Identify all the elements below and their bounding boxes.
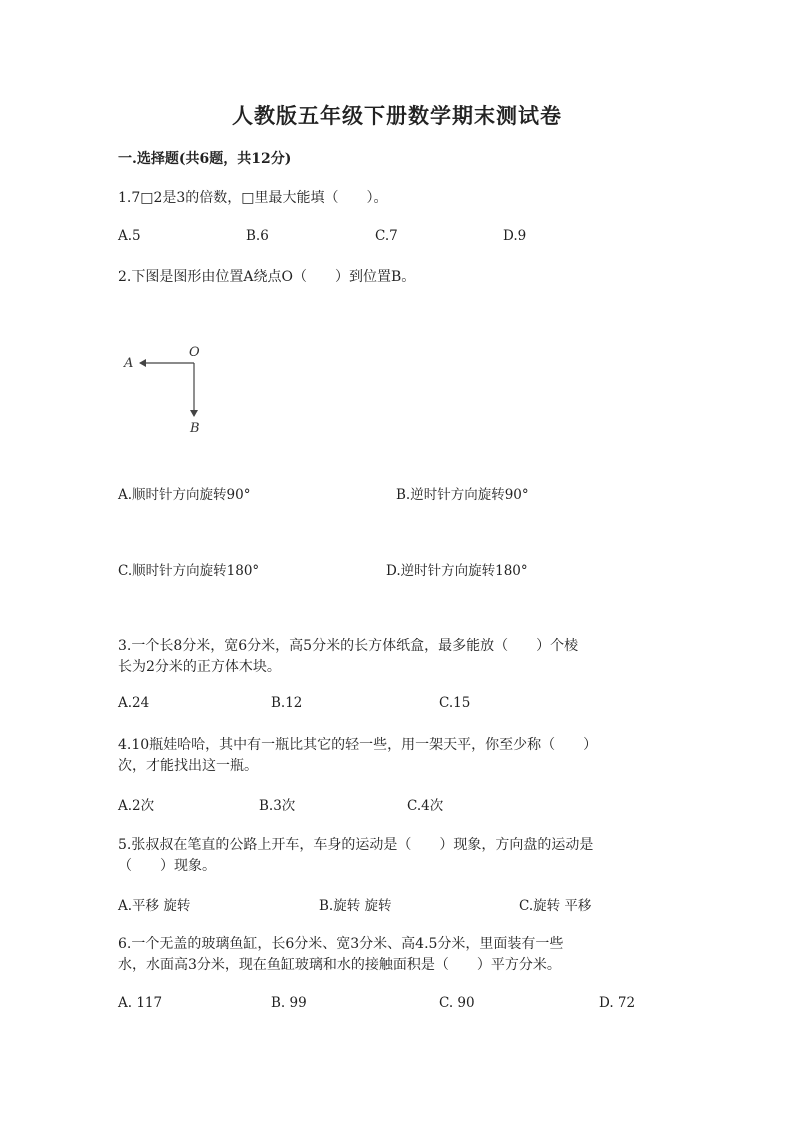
question-2-option-d: D.逆时针方向旋转180° (386, 563, 528, 579)
question-3-option-a: A.24 (118, 695, 150, 711)
label-b: B (190, 421, 200, 436)
question-4-line-1: 4.10瓶娃哈哈，其中有一瓶比其它的轻一些，用一架天平，你至少称（ ） (118, 737, 598, 753)
question-1-option-d: D.9 (503, 228, 527, 244)
question-3-line-1: 3.一个长8分米，宽6分米，高5分米的长方体纸盒，最多能放（ ）个棱 (118, 638, 579, 654)
rotation-figure (118, 338, 218, 438)
page-title: 人教版五年级下册数学期末测试卷 (232, 103, 562, 128)
question-1-text: 1.7□2是3的倍数，□里最大能填（ ）。 (118, 190, 388, 206)
question-6-option-a: A. 117 (118, 995, 163, 1011)
question-6-line-1: 6.一个无盖的玻璃鱼缸，长6分米、宽3分米、高4.5分米，里面装有一些 (118, 936, 564, 952)
question-5-option-c: C.旋转 平移 (519, 898, 592, 914)
question-4-option-c: C.4次 (407, 798, 444, 814)
question-2-option-c: C.顺时针方向旋转180° (118, 563, 260, 579)
question-2-option-a: A.顺时针方向旋转90° (118, 487, 251, 503)
question-1-option-a: A.5 (118, 228, 141, 244)
section-heading: 一.选择题(共6题，共12分) (118, 151, 292, 167)
question-1-option-c: C.7 (375, 228, 398, 244)
question-6-line-2: 水，水面高3分米，现在鱼缸玻璃和水的接触面积是（ ）平方分米。 (118, 957, 561, 973)
question-3-option-b: B.12 (271, 695, 303, 711)
question-2-option-b: B.逆时针方向旋转90° (396, 487, 529, 503)
question-6-option-d: D. 72 (599, 995, 636, 1011)
question-2-text: 2.下图是图形由位置A绕点O（ ）到位置B。 (118, 269, 416, 285)
question-5-option-a: A.平移 旋转 (118, 898, 191, 914)
question-1-option-b: B.6 (246, 228, 269, 244)
question-5-line-2: （ ）现象。 (118, 858, 216, 874)
question-4-line-2: 次，才能找出这一瓶。 (118, 758, 258, 774)
question-6-option-c: C. 90 (439, 995, 475, 1011)
question-4-option-a: A.2次 (118, 798, 155, 814)
question-3-line-2: 长为2分米的正方体木块。 (118, 659, 281, 675)
question-5-line-1: 5.张叔叔在笔直的公路上开车，车身的运动是（ ）现象，方向盘的运动是 (118, 837, 594, 853)
question-6-option-b: B. 99 (271, 995, 307, 1011)
label-a: A (124, 356, 134, 371)
question-5-option-b: B.旋转 旋转 (319, 898, 392, 914)
question-3-option-c: C.15 (439, 695, 471, 711)
label-o: O (189, 345, 200, 360)
question-4-option-b: B.3次 (259, 798, 296, 814)
